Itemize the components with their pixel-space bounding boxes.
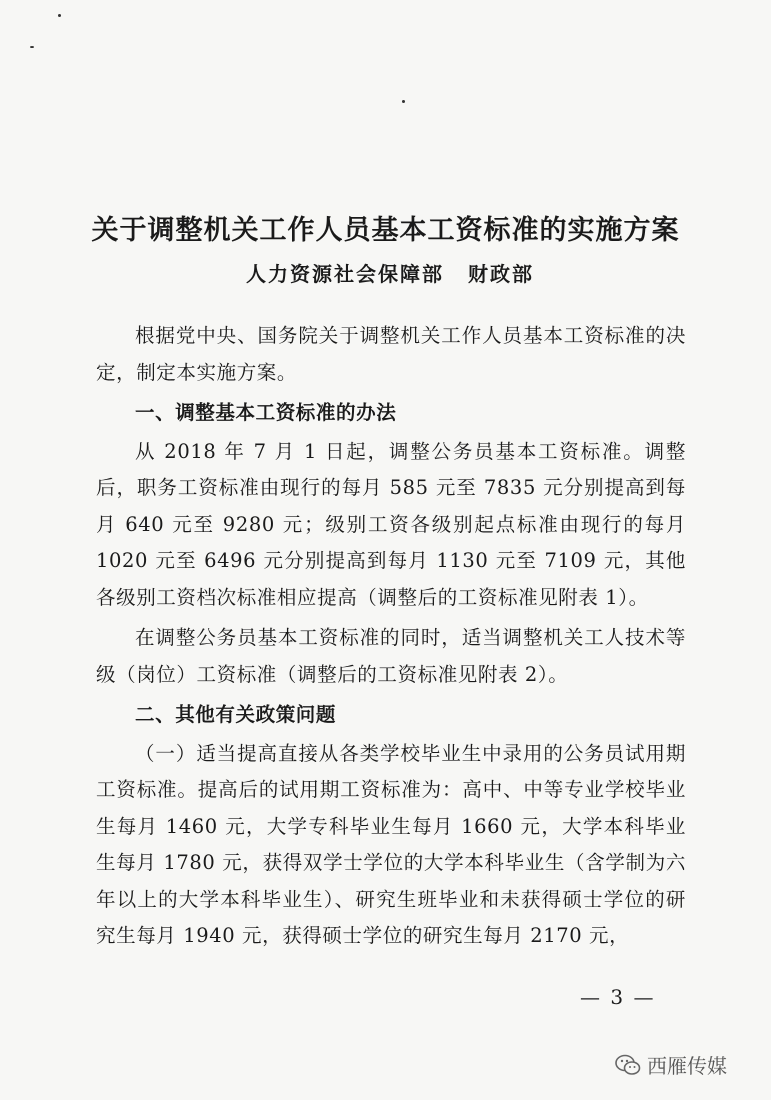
scan-speck bbox=[30, 46, 34, 48]
issuer-hrss: 人力资源社会保障部 bbox=[246, 262, 444, 286]
section-1-paragraph-1: 从 2018 年 7 月 1 日起，调整公务员基本工资标准。调整后，职务工资标准由现行的每月 585 元至 7835 元分别提高到每月 640 元至 9280 元；级别工资各级别起点标准由现行的每月 1020 元至 6496 元分别提高到每月 1130 元至 7109 元，其他各级别工资档次标准相应提高（调整后的工资标准见附表 1）。 bbox=[96, 439, 686, 609]
watermark bbox=[615, 1050, 727, 1079]
watermark-text: 西雁传媒 bbox=[647, 1054, 727, 1078]
section-1-paragraph-2: 在调整公务员基本工资标准的同时，适当调整机关工人技术等级（岗位）工资标准（调整后的工资标准见附表 2）。 bbox=[96, 626, 686, 686]
document-body bbox=[96, 318, 686, 959]
scan-speck bbox=[58, 14, 61, 17]
document-title: 关于调整机关工作人员基本工资标准的实施方案 bbox=[91, 215, 680, 246]
issuing-departments bbox=[90, 258, 690, 287]
section-2-paragraph-1: （一）适当提高直接从各类学校毕业生中录用的公务员试用期工资标准。提高后的试用期工资标准为：高中、中等专业学校毕业生每月 1460 元，大学专科毕业生每月 1660 元，大学本科毕业生每月 1780 元，获得双学士学位的大学本科毕业生（含学制为六年以上的大学本科毕业生）、研究生班毕业和未获得硕士学位的研究生每月 1940 元，获得硕士学位的研究生每月 2170 元， bbox=[96, 741, 686, 947]
issuer-mof: 财政部 bbox=[468, 262, 534, 286]
section-1-heading: 一、调整基本工资标准的办法 bbox=[135, 401, 397, 424]
intro-paragraph: 根据党中央、国务院关于调整机关工作人员基本工资标准的决定，制定本实施方案。 bbox=[96, 324, 686, 384]
scan-speck bbox=[402, 100, 405, 103]
wechat-icon bbox=[615, 1054, 641, 1076]
section-2-heading: 二、其他有关政策问题 bbox=[135, 703, 337, 726]
page-number: — 3 — bbox=[580, 985, 656, 1009]
